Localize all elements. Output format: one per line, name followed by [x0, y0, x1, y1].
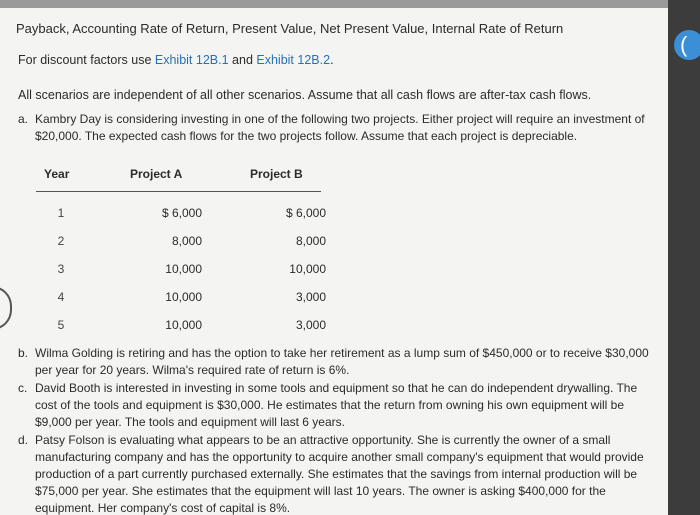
year-cell: 3: [57, 262, 65, 276]
project-b-cell: $ 6,000: [285, 206, 326, 220]
right-edge-panel: [668, 0, 700, 515]
project-b-cell: 3,000: [295, 290, 326, 304]
scenario-a-label: a.: [18, 112, 29, 126]
project-a-cell: 8,000: [171, 234, 202, 248]
exhibit-12b2-link[interactable]: Exhibit 12B.2: [256, 53, 331, 67]
project-a-cell: 10,000: [165, 262, 202, 276]
table-row: [36, 308, 326, 336]
table-row: [36, 224, 326, 252]
scenario-b: [18, 345, 653, 379]
project-b-cell: 3,000: [295, 318, 326, 332]
scenario-d-text: Patsy Folson is evaluating what appears to be an attractive opportunity. She is currently the owner of a small manufacturing company and has the opportunity to acquire another small company's equipment that would provide production of a part currently purchased externally. She estimates that the savings from internal production will be $75,000 per year. She estimates that the equipment will last 10 years. The owner is asking $400,000 for the equipment. Her company's cost of capital is 8%.: [35, 433, 644, 515]
scenario-b-text: Wilma Golding is retiring and has the option to take her retirement as a lump sum of $450,000 or to receive $30,000 per year for 20 years. Wilma's required rate of return is 6%.: [35, 346, 649, 377]
discount-instruction: [18, 53, 334, 67]
discount-suffix: .: [330, 53, 334, 67]
scenario-a-text: Kambry Day is considering investing in one of the following two projects. Either project will require an investment of $20,000. The expected cash flows for the two projects follow. Assume that each project is depreciable.: [35, 112, 645, 143]
intro-paragraph: All scenarios are independent of all other scenarios. Assume that all cash flows are after-tax cash flows.: [18, 88, 592, 102]
year-cell: 2: [57, 234, 65, 248]
project-a-cell: 10,000: [165, 290, 202, 304]
project-b-cell: 10,000: [289, 262, 326, 276]
scenario-d-label: d.: [18, 433, 29, 447]
blue-circle-tab-icon[interactable]: (: [674, 30, 700, 60]
table-row: [36, 280, 326, 308]
cash-flow-table: [36, 163, 326, 336]
header-project-a: Project A: [130, 167, 183, 181]
project-a-cell: $ 6,000: [161, 206, 202, 220]
year-cell: 1: [57, 206, 65, 220]
scenario-c: [18, 380, 653, 431]
problem-page: [0, 8, 668, 515]
header-project-b: Project B: [250, 167, 303, 181]
cash-flow-table-header: [36, 163, 321, 192]
scenario-d: [18, 432, 653, 515]
scenario-c-label: c.: [18, 381, 28, 395]
discount-prefix: For discount factors use: [18, 53, 152, 67]
top-bar: [0, 0, 700, 8]
project-b-cell: 8,000: [295, 234, 326, 248]
page-curl-decoration: [0, 286, 12, 330]
problem-title: Payback, Accounting Rate of Return, Present Value, Net Present Value, Internal Rate of Return: [16, 21, 564, 36]
discount-and: and: [232, 53, 253, 67]
exhibit-12b1-link[interactable]: Exhibit 12B.1: [154, 53, 229, 67]
scenario-c-text: David Booth is interested in investing in some tools and equipment so that he can do independent drywalling. The cost of the tools and equipment is $30,000. He estimates that the return from owning his own equipment will be $9,000 per year. The tools and equipment will last 6 years.: [35, 381, 638, 429]
scenario-b-label: b.: [18, 346, 29, 360]
table-row: [36, 252, 326, 280]
project-a-cell: 10,000: [165, 318, 202, 332]
year-cell: 5: [57, 318, 65, 332]
scenario-a: [18, 111, 653, 145]
year-cell: 4: [57, 290, 65, 304]
table-row: [36, 196, 326, 224]
header-year: Year: [44, 167, 70, 181]
